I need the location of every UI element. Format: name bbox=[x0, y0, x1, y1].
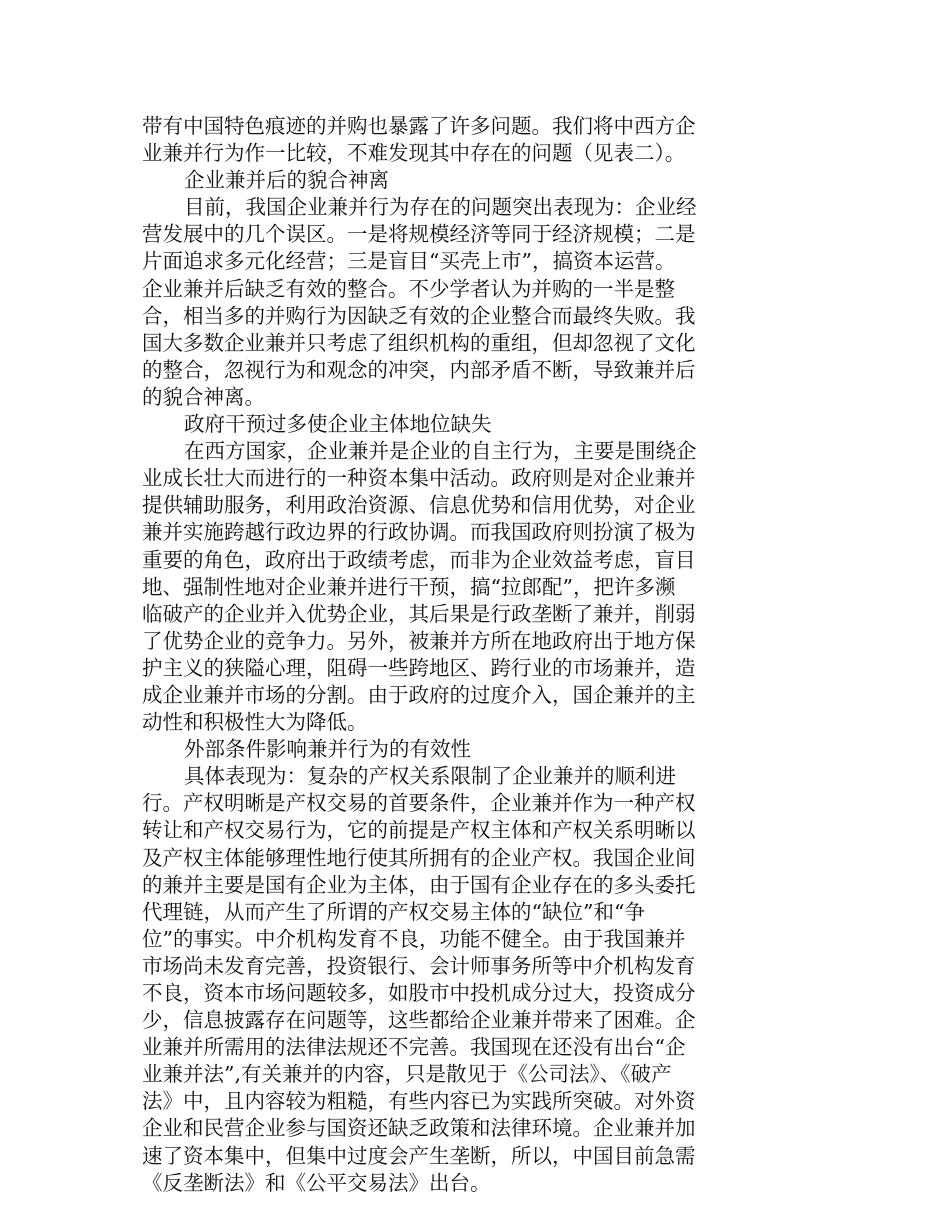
text-line: 的整合，忽视行为和观念的冲突，内部矛盾不断，导致兼并后 bbox=[142, 357, 696, 382]
text-line: 片面追求多元化经营；三是盲目“买壳上市”，搞资本运营。 bbox=[142, 249, 676, 274]
paragraph-start-line: 政府干预过多使企业主体地位缺失 bbox=[184, 412, 492, 437]
text-line: 营发展中的几个误区。一是将规模经济等同于经济规模；二是 bbox=[142, 222, 696, 247]
text-line: 企业和民营企业参与国资还缺乏政策和法律环境。企业兼并加 bbox=[142, 1116, 696, 1141]
text-line: 法》中，且内容较为粗糙，有些内容已为实践所突破。对外资 bbox=[142, 1089, 696, 1114]
text-line: 动性和积极性大为降低。 bbox=[142, 710, 368, 735]
text-line: 市场尚未发育完善，投资银行、会计师事务所等中介机构发育 bbox=[142, 953, 696, 978]
text-line: 的貌合神离。 bbox=[142, 384, 265, 409]
text-line: 重要的角色，政府出于政绩考虑，而非为企业效益考虑，盲目 bbox=[142, 547, 696, 572]
paragraph-start-line: 在西方国家，企业兼并是企业的自主行为，主要是围绕企 bbox=[184, 439, 697, 464]
text-line: 企业兼并后缺乏有效的整合。不少学者认为并购的一半是整 bbox=[142, 276, 675, 301]
paragraph-start-line: 外部条件影响兼并行为的有效性 bbox=[184, 737, 471, 762]
document-body bbox=[142, 113, 742, 1197]
text-line: 的兼并主要是国有企业为主体，由于国有企业存在的多头委托 bbox=[142, 872, 696, 897]
paragraph-start-line: 具体表现为：复杂的产权关系限制了企业兼并的顺利进 bbox=[184, 764, 676, 789]
text-line: 业兼并行为作一比较，不难发现其中存在的问题（见表二）。 bbox=[142, 141, 686, 166]
text-line: 提供辅助服务，利用政治资源、信息优势和信用优势，对企业 bbox=[142, 493, 696, 518]
text-line: 临破产的企业并入优势企业，其后果是行政垄断了兼并，削弱 bbox=[142, 601, 696, 626]
text-line: 国大多数企业兼并只考虑了组织机构的重组，但却忽视了文化 bbox=[142, 330, 696, 355]
text-line: 业兼并法”,有关兼并的内容，只是散见于《公司法》、《破产 bbox=[142, 1062, 672, 1087]
text-line: 业成长壮大而进行的一种资本集中活动。政府则是对企业兼并 bbox=[142, 466, 696, 491]
text-line: 护主义的狭隘心理，阻碍一些跨地区、跨行业的市场兼并，造 bbox=[142, 655, 696, 680]
text-line: 带有中国特色痕迹的并购也暴露了许多问题。我们将中西方企 bbox=[142, 114, 696, 138]
text-line: 及产权主体能够理性地行使其所拥有的企业产权。我国企业间 bbox=[142, 845, 696, 870]
text-line: 了优势企业的竞争力。另外，被兼并方所在地政府出于地方保 bbox=[142, 628, 696, 653]
text-line: 不良，资本市场问题较多，如股市中投机成分过大，投资成分 bbox=[142, 981, 696, 1005]
text-line: 成企业兼并市场的分割。由于政府的过度介入，国企兼并的主 bbox=[142, 682, 696, 707]
text-line: 少，信息披露存在问题等，这些都给企业兼并带来了困难。企 bbox=[142, 1008, 696, 1033]
text-line: 地、强制性地对企业兼并进行干预，搞“拉郎配”，把许多濒 bbox=[142, 574, 676, 599]
text-line: 代理链，从而产生了所谓的产权交易主体的“缺位”和“争 bbox=[142, 899, 645, 924]
paragraph-start-line: 目前，我国企业兼并行为存在的问题突出表现为：企业经 bbox=[184, 195, 697, 220]
paragraph-start-line: 企业兼并后的貌合神离 bbox=[184, 168, 389, 193]
text-line: 速了资本集中，但集中过度会产生垄断，所以，中国目前急需 bbox=[142, 1143, 696, 1168]
text-line: 位”的事实。中介机构发育不良，功能不健全。由于我国兼并 bbox=[142, 926, 686, 951]
text-line: 转让和产权交易行为，它的前提是产权主体和产权关系明晰以 bbox=[142, 818, 696, 843]
text-line: 行。产权明晰是产权交易的首要条件，企业兼并作为一种产权 bbox=[142, 791, 696, 816]
text-line: 兼并实施跨越行政边界的行政协调。而我国政府则扮演了极为 bbox=[142, 520, 696, 545]
text-line: 业兼并所需用的法律法规还不完善。我国现在还没有出台“企 bbox=[142, 1035, 686, 1060]
text-line: 合，相当多的并购行为因缺乏有效的企业整合而最终失败。我 bbox=[142, 303, 696, 328]
text-line: 《反垄断法》和《公平交易法》出台。 bbox=[142, 1170, 491, 1195]
